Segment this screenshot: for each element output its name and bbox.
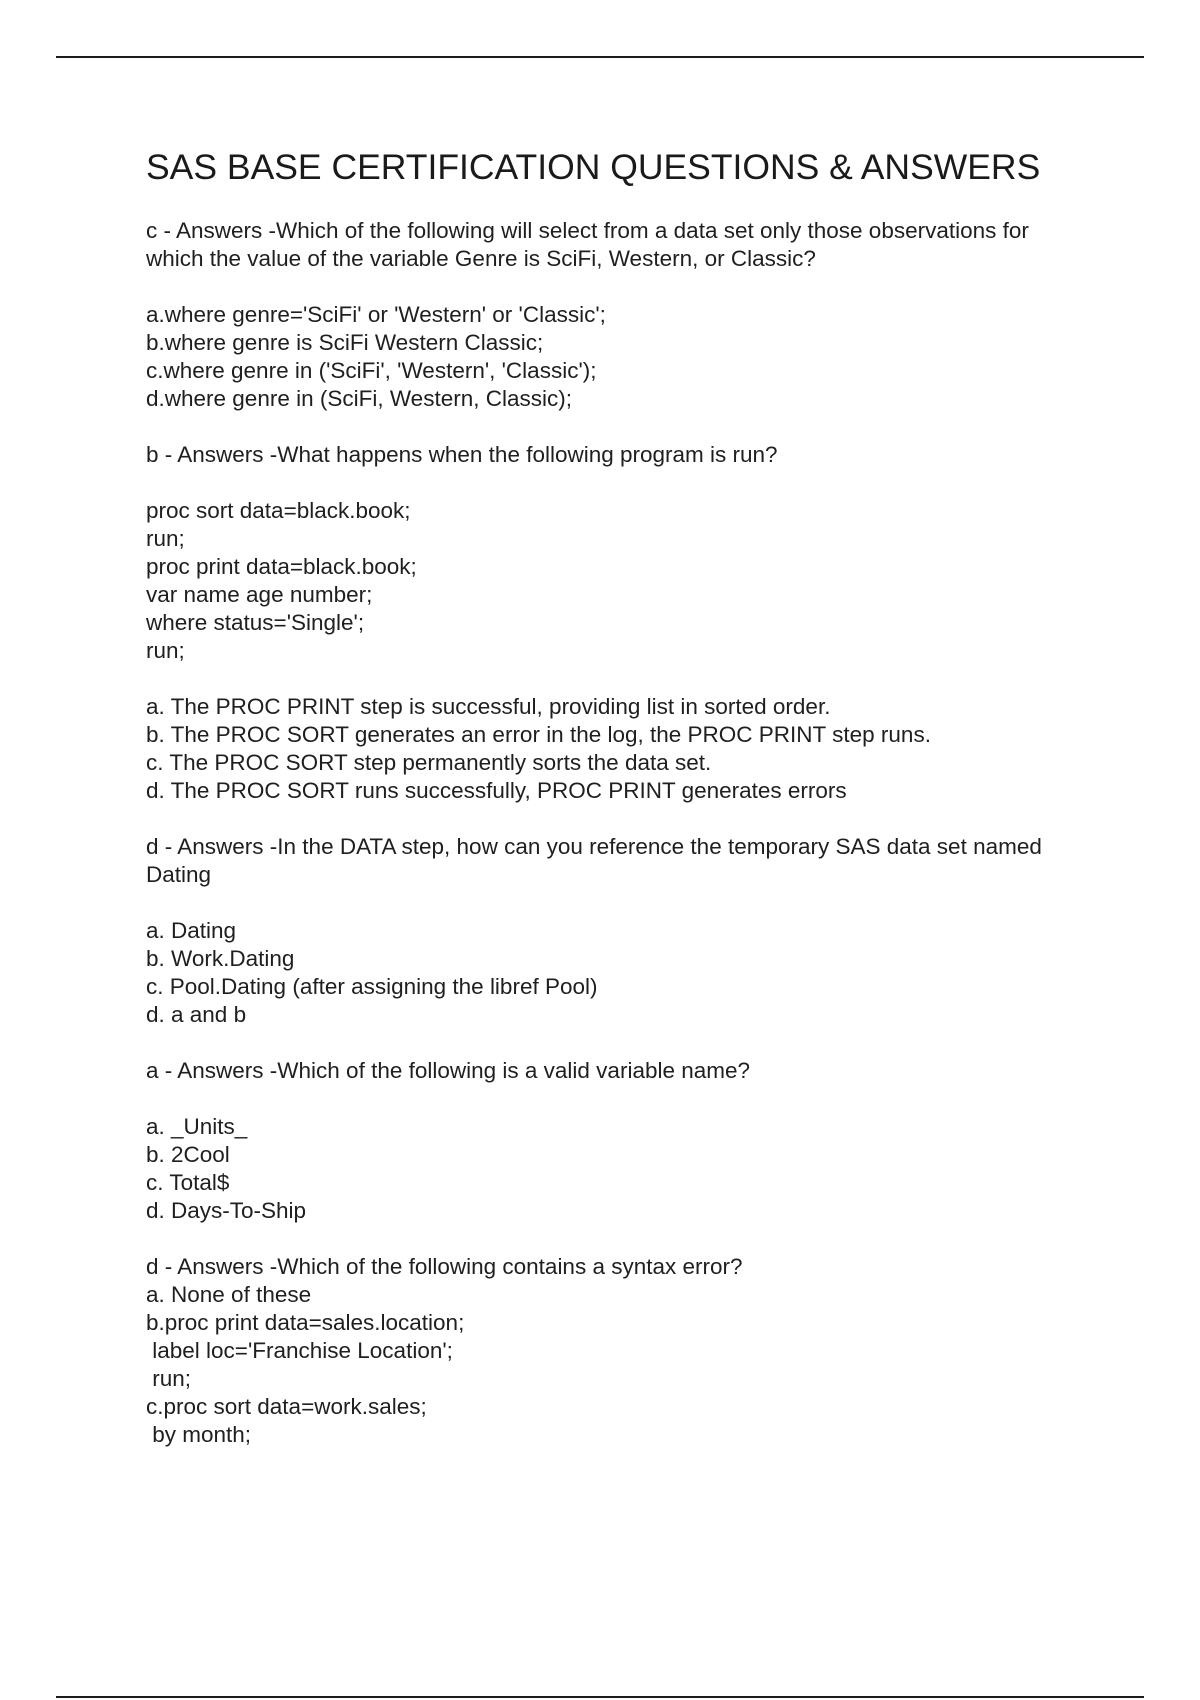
code-line: run; (146, 1366, 192, 1391)
question-with-options-block (146, 1253, 1086, 1449)
options-block (146, 917, 1086, 1029)
question-text: d - Answers -In the DATA step, how can you reference the temporary SAS data set named Dating (146, 834, 1042, 887)
question-block (146, 1057, 1086, 1085)
option-line: b.where genre is SciFi Western Classic; (146, 330, 544, 355)
code-line: var name age number; (146, 582, 373, 607)
code-line: proc print data=black.book; (146, 554, 417, 579)
code-line: label loc='Franchise Location'; (146, 1338, 453, 1363)
option-line: c.proc sort data=work.sales; (146, 1394, 427, 1419)
code-line: run; (146, 526, 185, 551)
option-line: a. The PROC PRINT step is successful, providing list in sorted order. (146, 694, 831, 719)
question-block (146, 217, 1086, 273)
question-block (146, 441, 1086, 469)
option-line: a. _Units_ (146, 1114, 248, 1139)
option-line: a.where genre='SciFi' or 'Western' or 'Classic'; (146, 302, 606, 327)
code-block (146, 497, 1086, 665)
option-line: a. None of these (146, 1282, 312, 1307)
options-block (146, 693, 1086, 805)
option-line: c.where genre in ('SciFi', 'Western', 'Classic'); (146, 358, 597, 383)
option-line: b. 2Cool (146, 1142, 230, 1167)
option-line: b. The PROC SORT generates an error in the log, the PROC PRINT step runs. (146, 722, 931, 747)
top-rule (56, 56, 1144, 58)
document-body (146, 143, 1086, 1477)
option-line: c. Total$ (146, 1170, 230, 1195)
qa-list (146, 217, 1086, 1449)
option-line: b. Work.Dating (146, 946, 295, 971)
code-line: run; (146, 638, 185, 663)
question-text: c - Answers -Which of the following will select from a data set only those observations for which the value of the variable Genre is SciFi, Western, or Classic? (146, 218, 1029, 271)
question-block (146, 833, 1086, 889)
option-line: a. Dating (146, 918, 237, 943)
code-line: by month; (146, 1422, 252, 1447)
page-title: SAS BASE CERTIFICATION QUESTIONS & ANSWERS (146, 147, 1041, 187)
question-text: d - Answers -Which of the following contains a syntax error? (146, 1254, 743, 1279)
question-text: a - Answers -Which of the following is a valid variable name? (146, 1058, 751, 1083)
option-line: b.proc print data=sales.location; (146, 1310, 465, 1335)
code-line: proc sort data=black.book; (146, 498, 411, 523)
option-line: d. The PROC SORT runs successfully, PROC PRINT generates errors (146, 778, 847, 803)
bottom-rule (56, 1696, 1144, 1698)
option-line: d.where genre in (SciFi, Western, Classic); (146, 386, 572, 411)
question-text: b - Answers -What happens when the following program is run? (146, 442, 778, 467)
option-line: d. a and b (146, 1002, 247, 1027)
option-line: c. Pool.Dating (after assigning the libref Pool) (146, 974, 598, 999)
code-line: where status='Single'; (146, 610, 365, 635)
option-line: d. Days-To-Ship (146, 1198, 307, 1223)
options-block (146, 1113, 1086, 1225)
option-line: c. The PROC SORT step permanently sorts the data set. (146, 750, 712, 775)
options-block (146, 301, 1086, 413)
